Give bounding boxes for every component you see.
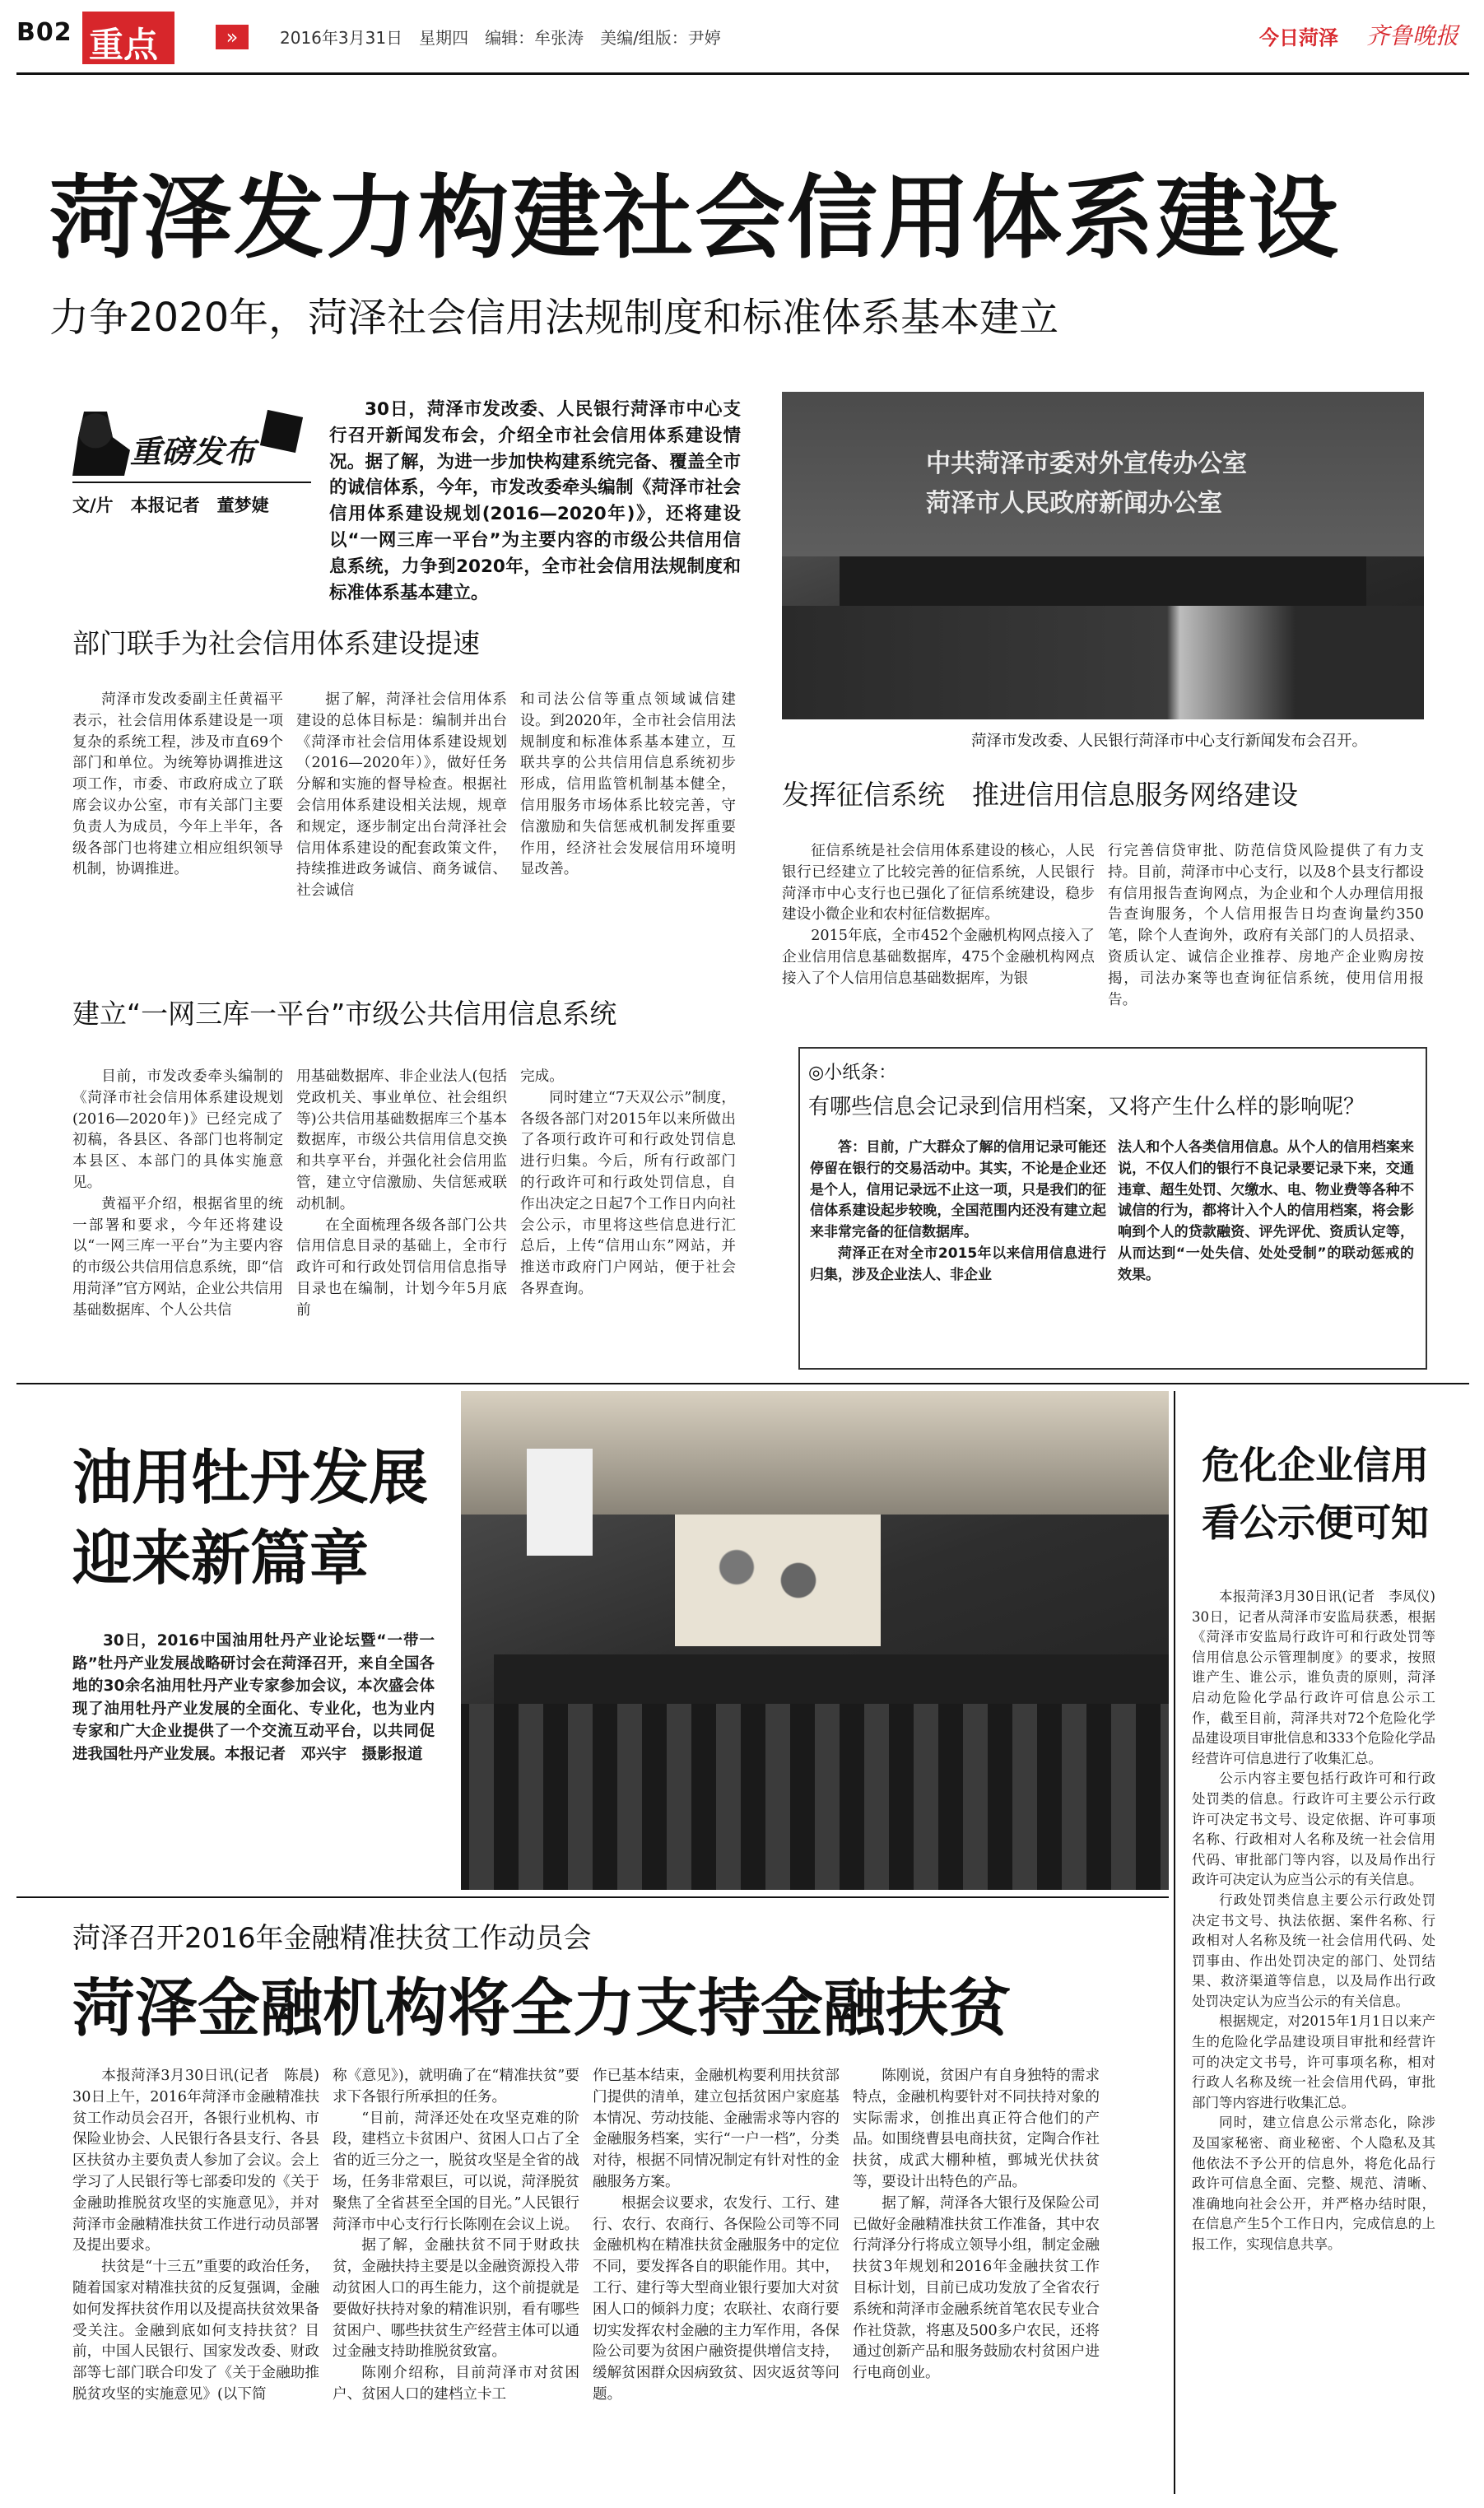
photo-sign-2: 菏泽市人民政府新闻办公室 [926,489,1222,518]
peony-caption-text: 30日，2016中国油用牡丹产业论坛暨“一带一路”牡丹产业发展战略研讨会在菏泽召开，来自全国各地的30余名油用牡丹产业专家参加会议，本次盛会体现了油用牡丹产业发展的全面化、专业化，也为业内专家和广大企业提供了一个交流互动平台，以共同促进我国牡丹产业发展。本报记者 邓兴宇 摄影报道 [72,1632,435,1763]
lead-intro [329,397,741,606]
qa-col2-text: 法人和个人各类信用信息。从个人的信用档案来说，不仅人们的银行不良记录要记录下来，交通违章、超生处罚、欠缴水、电、物业费等各种不诚信的行为，都将计入个人的信用档案，将会影响到个人的贷款融资、评先评优、资质认定等，从而达到“一处失信、处处受制”的联动惩戒的效果。 [1118,1139,1414,1283]
badge-label: 重磅发布 [130,434,256,470]
photo-audience [782,606,1424,719]
badge-rule [72,482,311,483]
s3-col1 [782,841,1095,990]
finance-col3-text: 作已基本结束，金融机构要利用扶贫部门提供的清单，建立包括贫困户家庭基本情况、劳动技能、金融需求等内容的金融服务档案，实行“一户一档”，分类对待，根据不同情况制定有针对性的金融服务方案。 [593,2068,840,2190]
s3-col1-text-b: 2015年底，全市452个金融机构网点接入了企业信用信息基础数据库，475个金融机构网点接入了个人信用信息基础数据库，为银 [782,928,1095,987]
qa-col1-text: 答：目前，广大群众了解的信用记录可能还停留在银行的交易活动中。其实，不论是企业还是个人，信用记录远不止这一项，只是我们的征信体系建设起步较晚，全国范围内还没有建立起来非常完备的征信数据库。 [810,1139,1106,1241]
finance-top-rule [16,1896,1169,1898]
qa-box [798,1047,1427,1370]
finance-col2-text-b: “目前，菏泽还处在攻坚克难的阶段，建档立卡贫困户、贫困人口占了全省的近三分之一，脱贫攻坚是全省的战场，任务非常艰巨，可以说，菏泽脱贫聚焦了全省甚至全国的目光。”人民银行菏泽市中心支行行长陈刚在会议上说。 [333,2110,579,2233]
finance-col4-text: 陈刚说，贫困户有自身独特的需求特点，金融机构要针对不同扶持对象的实际需求，创推出真正符合他们的产品。如围绕曹县电商扶贫，定陶合作社扶贫，成武大棚种植，鄄城光伏扶贫等，要设计出特色的产品。 [853,2068,1100,2190]
qa-question: 有哪些信息会记录到信用档案，又将产生什么样的影响呢？ [808,1095,1365,1119]
peony-painting [675,1515,881,1646]
s3-col2 [1108,841,1424,1011]
chem-p1: 本报菏泽3月30日讯(记者 李凤仪) 30日，记者从菏泽市安监局获悉，根据《菏泽市安监局行政许可和行政处罚等信用信息公示管理制度》的要求，按照谁产生、谁公示，谁负责的原则，菏泽启动危险化学品行政许可信息公示工作，截至目前，菏泽共对72个危险化学品建设项目审批信息和333个危险化学品经营许可信息进行了收集汇总。 [1192,1589,1449,1766]
peony-caption [72,1630,435,1766]
s2-col3 [520,1067,736,1301]
finance-col3 [593,2066,840,2406]
s2-col3-text-b: 同时建立“7天双公示”制度，各级各部门对2015年以来所做出了各项行政许可和行政处罚信息进行归集。今后，所有行政部门的行政许可和行政处罚信息，自作出决定之日起7个工作日内向社会公示，市里将这些信息进行汇总后，上传“信用山东”网站，并推送市政府门户网站，便于社会各界查询。 [520,1089,736,1297]
lead-subheadline: 力争2020年，菏泽社会信用法规制度和标准体系基本建立 [49,295,1059,341]
finance-col1-text: 本报菏泽3月30日讯(记者 陈晨) 30日上午，2016年菏泽市金融精准扶贫工作动员会召开，各银行业机构、市保险业协会、人民银行各县支行、各县区扶贫办主要负责人参加了会议。会上学习了人民银行等七部委印发的《关于金融助推脱贫攻坚的实施意见》，并对菏泽市金融精准扶贫工作进行动员部署及提出要求。 [72,2068,334,2254]
photo-sign-1: 中共菏泽市委对外宣传办公室 [926,449,1247,478]
peony-headline-1: 油用牡丹发展 [72,1443,429,1512]
peony-stage [494,1654,1169,1704]
s2-col2 [296,1067,507,1322]
paper-logo: 齐鲁晚报 [1366,22,1459,49]
s1-col3-text: 和司法公信等重点领域诚信建设。到2020年，全市社会信用法规制度和标准体系基本建立，互联共享的公共信用信息系统初步形成，信用监管机制基本健全，信用服务市场体系比较完善，守信激励和失信惩戒机制发挥重要作用，经济社会发展信用环境明显改善。 [520,691,736,878]
s2-col1 [72,1067,283,1322]
qa-col2 [1118,1138,1414,1287]
qa-label: ◎小纸条： [808,1063,897,1083]
chem-divider [1174,1391,1175,2494]
lead-intro-text: 30日，菏泽市发改委、人民银行菏泽市中心支行召开新闻发布会，介绍全市社会信用体系建设情况。据了解，为进一步加快构建系统完备、覆盖全市的诚信体系，今年，市发改委牵头编制《菏泽市社会信用体系建设规划(2016—2020年)》，还将建设以“一网三库一平台”为主要内容的市级公共信用信息系统，力争到2020年，全市社会信用法规制度和标准体系基本建立。 [329,399,741,603]
feature-badge [72,412,303,477]
chem-p5: 同时，建立信息公示常态化，除涉及国家秘密、商业秘密、个人隐私及其他依法不予公开的信息外，将危化品行政许可信息全面、完整、规范、清晰、准确地向社会公开，并严格办结时限，在信息产生5个工作日内，完成信息的上报工作，实现信息共享。 [1192,2115,1435,2252]
chem-p3: 行政处罚类信息主要公示行政处罚决定书文号、执法依据、案件名称、行政相对人名称及统一社会信用代码、处罚事由、作出处罚决定的部门、处罚结果、救济渠道等信息，以及局作出行政处罚决定认为应当公示的有关信息。 [1192,1891,1435,2009]
finance-headline: 菏泽金融机构将全力支持金融扶贫 [72,1971,1011,2045]
date-line: 2016年3月31日 星期四 编辑：牟张涛 美编/组版：尹婷 [280,28,721,48]
s1-col1 [72,690,283,881]
chem-body [1192,1587,1449,2255]
lead-byline: 文/片 本报记者 董梦婕 [72,496,269,515]
s2-col2-text: 用基础数据库、非企业法人(包括党政机关、事业单位、社会组织等)公共信用基础数据库三个基本数据库，市级公共信用信息交换和共享平台，并强化社会信用监管，建立守信激励、失信惩戒联动机制。 [296,1068,507,1212]
chem-p2: 公示内容主要包括行政许可和行政处罚类的信息。行政许可主要公示行政许可决定书文号、设定依据、许可事项名称、行政相对人名称及统一社会信用代码、审批部门等内容，以及局作出行政许可决定认为应当公示的有关信息。 [1192,1770,1435,1888]
qa-col1-text-b: 菏泽正在对全市2015年以来信用信息进行归集，涉及企业法人、非企业 [810,1245,1106,1283]
masthead [0,0,1484,82]
s1-col2 [296,690,507,902]
badge-figure-icon [72,412,130,476]
finance-col2-text-c: 据了解，金融扶贫不同于财政扶贫，金融扶持主要是以金融资源投入带动贫困人口的再生能力，这个前提就是要做好扶持对象的精准识别，看有哪些贫困户、哪些扶贫生产经营主体可以通过金融支持助推脱贫致富。 [333,2237,579,2361]
s2-col3-text: 完成。 [520,1068,564,1085]
peony-headline-2: 迎来新篇章 [72,1524,370,1593]
finance-col1-text-b: 扶贫是“十三五”重要的政治任务，随着国家对精准扶贫的反复强调，金融如何发挥扶贫作用以及提高扶贫效果备受关注。金融到底如何支持扶贫？目前，中国人民银行、国家发改委、财政部等七部门联合印发了《关于金融助推脱贫攻坚的实施意见》(以下简 [72,2259,319,2403]
section-label: 重点 [89,25,159,65]
chem-headline-1: 危化企业信用 [1202,1443,1429,1487]
finance-col4 [853,2066,1100,2385]
section-3-title: 发挥征信系统 推进信用信息服务网络建设 [782,779,1298,811]
lead-bottom-rule [16,1383,1469,1384]
s3-col1-text: 征信系统是社会信用体系建设的核心，人民银行已经建立了比较完善的征信系统，人民银行菏泽市中心支行也已强化了征信系统建设，稳步建设小微企业和农村征信数据库。 [782,843,1095,924]
finance-col2-text-d: 陈刚介绍称，目前菏泽市对贫困户、贫困人口的建档立卡工 [333,2365,579,2403]
finance-col1 [72,2066,334,2406]
photo-podium [840,556,1366,606]
s2-col2-text-b: 在全面梳理各级各部门公共信用信息目录的基础上，全市行政许可和行政处罚信用信息指导目录也在编制，计划今年5月底前 [296,1217,507,1319]
section-arrow: » [216,25,249,49]
page-number: B02 [16,18,72,47]
qa-col1 [810,1138,1106,1287]
finance-kicker: 菏泽召开2016年金融精准扶贫工作动员会 [72,1922,592,1955]
edition-name: 今日菏泽 [1259,26,1338,49]
finance-col4-text-b: 据了解，菏泽各大银行及保险公司已做好金融精准扶贫工作准备，其中农行菏泽分行将成立领导小组，制定金融扶贫3年规划和2016年金融扶贫工作目标计划，目前已成功发放了全省农行系统和菏泽市金融系统首笔农民专业合作社贷款，将惠及500多户农民，还将通过创新产品和服务鼓励农村贫困户进行电商创业。 [853,2194,1100,2382]
section-2-title: 建立“一网三库一平台”市级公共信用信息系统 [72,998,617,1030]
chem-p4: 根据规定，对2015年1月1日以来产生的危险化学品建设项目审批和经营许可的决定文书号，许可事项名称，相对行政人名称及统一社会信用代码，审批部门等内容进行收集汇总。 [1192,2013,1435,2110]
s1-col1-text: 菏泽市发改委副主任黄福平表示，社会信用体系建设是一项复杂的系统工程，涉及市直69个部门和单位。为统筹协调推进这项工作，市委、市政府成立了联席会议办公室，市有关部门主要负责人为成员，今年上半年，各级各部门也将建立相应组织领导机制，协调推进。 [72,691,283,878]
s2-col1-text-b: 黄福平介绍，根据省里的统一部署和要求，今年还将建设以“一网三库一平台”为主要内容的市级公共信用信息系统，即“信用菏泽”官方网站，企业公共信用基础数据库、个人公共信 [72,1195,283,1319]
lead-photo-caption: 菏泽市发改委、人民银行菏泽市中心支行新闻发布会召开。 [971,733,1368,750]
finance-col3-text-b: 根据会议要求，农发行、工行、建行、农行、农商行、各保险公司等不同金融机构在精准扶贫金融服务中的定位不同，要发挥各自的职能作用。其中，工行、建行等大型商业银行要加大对贫困人口的倾斜力度；农联社、农商行要切实发挥农村金融的主力军作用，各保险公司要为贫困户融资提供增信支持，缓解贫困群众因病致贫、因灾返贫等问题。 [593,2194,840,2403]
s1-col2-text: 据了解，菏泽社会信用体系建设的总体目标是：编制并出台《菏泽市社会信用体系建设规划（2016—2020年）》，做好任务分解和实施的督导检查。根据社会信用体系建设相关法规，规章和规定，逐步制定出台菏泽社会信用体系建设的配套政策文件，持续推进政务诚信、商务诚信、社会诚信 [296,691,507,900]
lead-headline: 菏泽发力构建社会信用体系建设 [49,165,1340,271]
lead-photo [782,392,1424,719]
masthead-rule [16,72,1469,75]
section-1-title: 部门联手为社会信用体系建设提速 [72,627,480,659]
s1-col3 [520,690,736,881]
chem-headline-2: 看公示便可知 [1202,1501,1429,1545]
finance-col2 [333,2066,579,2406]
finance-col2-text: 称《意见》)，就明确了在“精准扶贫”要求下各银行所承担的任务。 [333,2068,579,2106]
s2-col1-text: 目前，市发改委牵头编制的《菏泽市社会信用体系建设规划(2016—2020年)》已经完成了初稿，各县区、各部门也将制定本县区、本部门的具体实施意见。 [72,1068,283,1191]
section-tag [82,12,174,64]
s3-col2-text: 行完善信贷审批、防范信贷风险提供了有力支持。目前，菏泽市中心支行，以及8个县支行都设有信用报告查询网点，为企业和个人办理信用报告查询服务，个人信用报告日均查询量约350笔，除个人查询外，政府有关部门的人员招录、资质认定、诚信企业推荐、房地产企业购房按揭，司法办案等也查询征信系统，使用信用报告。 [1108,843,1424,1008]
peony-screen [527,1449,593,1556]
badge-flag-icon [260,410,303,453]
